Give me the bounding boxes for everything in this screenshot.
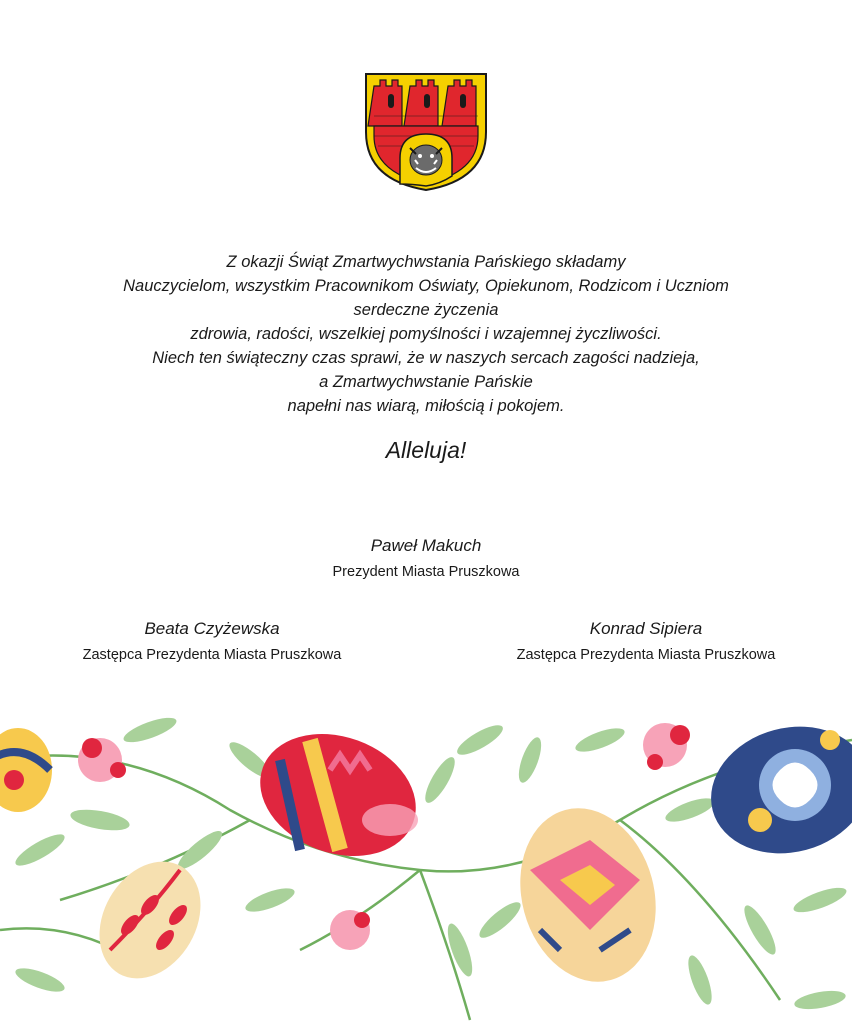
signature-president xyxy=(226,535,626,583)
signature-deputy-right xyxy=(446,618,846,666)
signature-deputy-left xyxy=(12,618,412,666)
flower-icon xyxy=(78,738,126,782)
greeting-line: Z okazji Świąt Zmartwychwstania Pańskiego składamy xyxy=(226,253,626,271)
signature-role: Prezydent Miasta Pruszkowa xyxy=(332,564,520,580)
greeting-line: serdeczne życzenia xyxy=(353,301,499,319)
easter-egg-icon xyxy=(243,713,433,877)
alleluja-heading: Alleluja! xyxy=(385,437,467,463)
easter-egg-icon xyxy=(0,728,52,812)
greeting-line: Niech ten świąteczny czas sprawi, że w naszych sercach zagości nadzieja, xyxy=(152,349,700,367)
easter-decoration xyxy=(0,700,852,1024)
boar-head-icon xyxy=(410,145,442,175)
coat-of-arms-logo xyxy=(364,72,488,192)
signature-name: Beata Czyżewska xyxy=(144,619,280,638)
flower-icon xyxy=(643,723,690,770)
greeting-line: napełni nas wiarą, miłością i pokojem. xyxy=(287,397,565,415)
signature-name: Konrad Sipiera xyxy=(589,619,703,638)
signature-role: Zastępca Prezydenta Miasta Pruszkowa xyxy=(82,647,342,663)
greeting-line: Nauczycielom, wszystkim Pracownikom Oświaty, Opiekunom, Rodzicom i Uczniom xyxy=(123,277,729,295)
greeting-line: a Zmartwychwstanie Pańskie xyxy=(319,373,533,391)
easter-egg-icon xyxy=(501,793,674,997)
greeting-line: zdrowia, radości, wszelkiej pomyślności i wzajemnej życzliwości. xyxy=(190,325,662,343)
signature-role: Zastępca Prezydenta Miasta Pruszkowa xyxy=(516,647,776,663)
greeting-text xyxy=(40,250,812,418)
signature-name: Paweł Makuch xyxy=(370,536,482,555)
easter-egg-icon xyxy=(697,709,852,870)
flower-icon xyxy=(330,910,370,950)
easter-egg-icon xyxy=(79,843,221,996)
